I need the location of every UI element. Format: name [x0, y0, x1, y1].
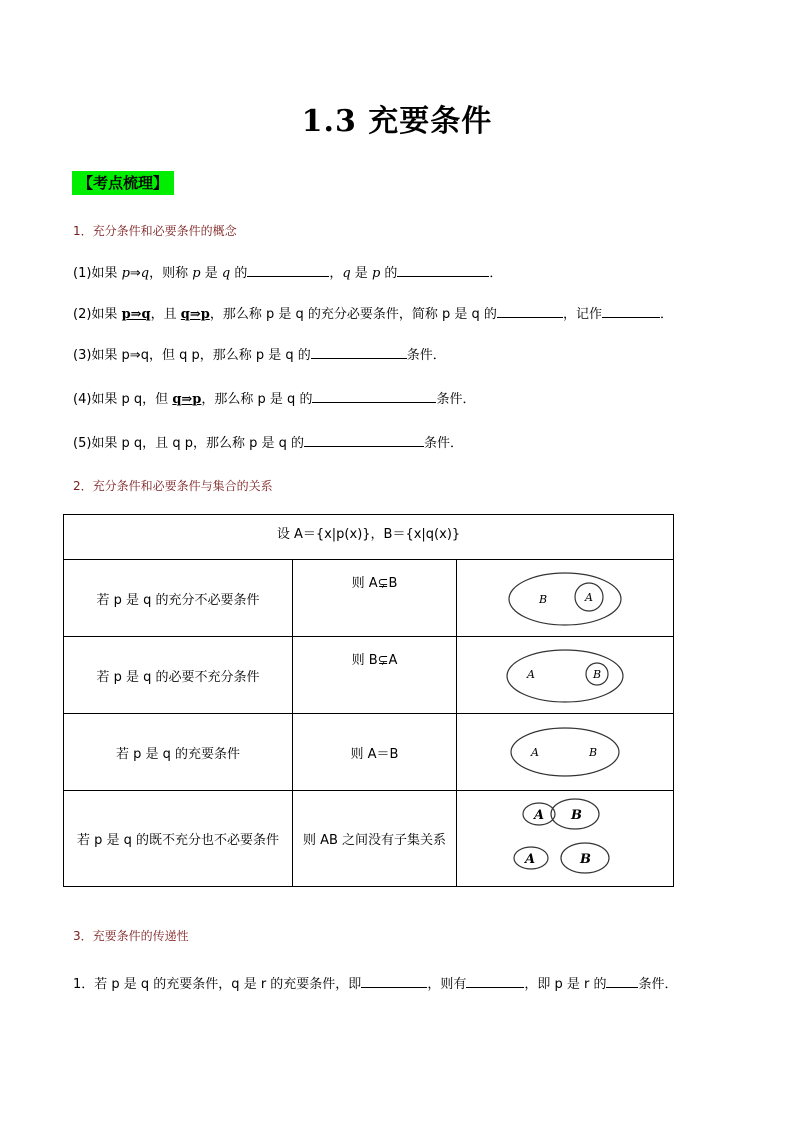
condition-cell: 若 p 是 q 的必要不充分条件	[64, 637, 293, 714]
set-label-right: B	[589, 746, 598, 759]
set-b-label: B	[571, 807, 582, 823]
venn-cell	[457, 560, 674, 637]
answer-blank[interactable]	[361, 975, 427, 988]
condition-cell: 若 p 是 q 的充分不必要条件	[64, 560, 293, 637]
venn-cell	[457, 637, 674, 714]
outer-set-ellipse	[509, 573, 621, 625]
set-a-label: A	[525, 851, 536, 867]
answer-blank[interactable]	[304, 434, 424, 447]
relation-cell: 则 AB 之间没有子集关系	[293, 791, 457, 887]
set-relation-table	[63, 514, 674, 887]
section-badge: 【考点梳理】	[72, 171, 174, 195]
table-row	[64, 560, 674, 637]
concept-line-5: (5)如果 p q，且 q p，那么称 p 是 q 的 条件．	[73, 436, 464, 451]
set-label-left: A	[531, 746, 539, 759]
section-heading-2: 2．充分条件和必要条件与集合的关系	[73, 479, 273, 493]
inner-set-label: B	[593, 668, 602, 681]
relation-cell: 则 A＝B	[293, 714, 457, 791]
answer-blank[interactable]	[602, 305, 660, 318]
venn-cell	[457, 714, 674, 791]
answer-blank[interactable]	[397, 264, 489, 277]
answer-blank[interactable]	[606, 975, 638, 988]
answer-blank[interactable]	[311, 346, 407, 359]
concept-line-2: (2)如果 p⇒q，且 q⇒p，那么称 p 是 q 的充分必要条件，简称 p 是 q 的 ，记作 ．	[73, 307, 673, 322]
set-b-label: B	[580, 851, 591, 867]
outer-set-label: A	[527, 668, 535, 681]
venn-diagram-superset	[505, 644, 625, 706]
concept-line-4: (4)如果 p q，但 q⇒p，那么称 p 是 q 的 条件．	[73, 392, 476, 407]
concept-line-3: (3)如果 p⇒q，但 q p，那么称 p 是 q 的 条件．	[73, 348, 446, 363]
condition-cell: 若 p 是 q 的充要条件	[64, 714, 293, 791]
concept-line-1: (1)如果 p⇒q，则称 p 是 q 的 ，q 是 p 的 ．	[73, 266, 503, 281]
venn-cell	[457, 791, 674, 887]
table-row	[64, 714, 674, 791]
set-a-label: A	[534, 807, 545, 823]
answer-blank[interactable]	[497, 305, 563, 318]
answer-blank[interactable]	[466, 975, 524, 988]
section-heading-1: 1．充分条件和必要条件的概念	[73, 224, 237, 238]
outer-set-label: B	[539, 593, 548, 606]
venn-diagram-subset	[505, 567, 625, 629]
answer-blank[interactable]	[312, 390, 436, 403]
answer-blank[interactable]	[247, 264, 329, 277]
condition-cell: 若 p 是 q 的既不充分也不必要条件	[64, 791, 293, 887]
venn-diagram-no-subset	[505, 796, 625, 882]
outer-set-ellipse	[507, 650, 623, 702]
relation-cell: 则 A⊊B	[293, 560, 457, 637]
relation-cell: 则 B⊊A	[293, 637, 457, 714]
equal-set-ellipse	[511, 728, 619, 776]
transitivity-line: 1．若 p 是 q 的充要条件，q 是 r 的充要条件，即 ，则有 ，即 p 是 r 的 条件．	[73, 977, 678, 992]
table-row	[64, 637, 674, 714]
venn-diagram-equal	[505, 721, 625, 783]
table-row	[64, 791, 674, 887]
section-heading-3: 3．充要条件的传递性	[73, 929, 189, 943]
table-header: 设 A＝{x|p(x)}，B＝{x|q(x)}	[64, 515, 674, 560]
inner-set-label: A	[585, 591, 593, 604]
page-title: 1.3 充要条件	[301, 104, 493, 139]
